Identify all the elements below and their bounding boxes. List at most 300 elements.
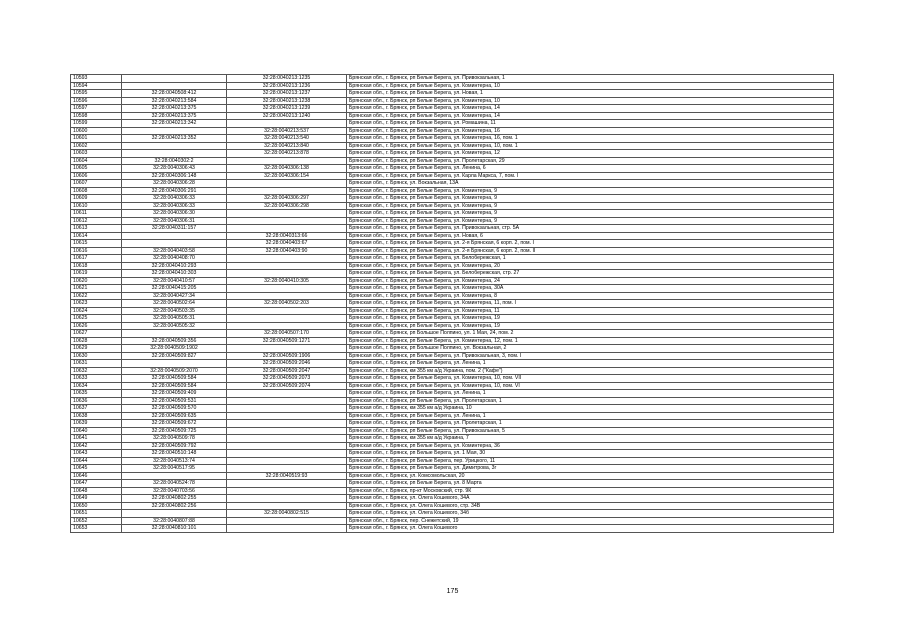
table-row — [71, 270, 834, 278]
building-cadastral-cell — [227, 517, 347, 525]
building-cadastral-cell: 32:28:0040213:1239 — [227, 105, 347, 113]
building-cadastral-cell: 32:28:0040213:537 — [227, 127, 347, 135]
table-row — [71, 502, 834, 510]
table-row — [71, 457, 834, 465]
building-cadastral-cell: 32:28:0040213:1238 — [227, 97, 347, 105]
row-number-cell: 10651 — [71, 510, 122, 518]
address-cell: Брянская обл., г. Брянск, рп Белые Берега, пер. Урицкого, 11 — [347, 457, 834, 465]
page-number: 175 — [446, 588, 459, 595]
row-number-cell: 10607 — [71, 180, 122, 188]
table-row — [71, 217, 834, 225]
parcel-cadastral-cell: 32:28:0040509:531 — [122, 397, 227, 405]
parcel-cadastral-cell: 32:28:0040509:584 — [122, 375, 227, 383]
row-number-cell: 10617 — [71, 255, 122, 263]
address-cell: Брянская обл., г. Брянск, рп Белые Берега, ул. Ленина, 1 — [347, 412, 834, 420]
parcel-cadastral-cell: 32:28:0040306:148 — [122, 172, 227, 180]
parcel-cadastral-cell: 32:28:0040427:34 — [122, 292, 227, 300]
row-number-cell: 10619 — [71, 270, 122, 278]
building-cadastral-cell: 32:28:0040502:203 — [227, 300, 347, 308]
building-cadastral-cell — [227, 397, 347, 405]
building-cadastral-cell: 32:28:0040306:138 — [227, 165, 347, 173]
address-cell: Брянская обл., г. Брянск, км 355 км а/д Украина, пом. 2 ("Кафе") — [347, 367, 834, 375]
address-cell: Брянская обл., г. Брянск, рп Белые Берега, ул. Пролетарская, 1 — [347, 397, 834, 405]
parcel-cadastral-cell: 32:28:0040213:584 — [122, 97, 227, 105]
table-row — [71, 247, 834, 255]
row-number-cell: 10650 — [71, 502, 122, 510]
address-cell: Брянская обл., г. Брянск, рп Белые Берега, ул. Коминтерна, 11 — [347, 307, 834, 315]
address-cell: Брянская обл., г. Брянск, рп Белые Берега, ул. 1 Мая, 30 — [347, 450, 834, 458]
address-cell: Брянская обл., г. Брянск, ул. Олега Кошевого, стр. 34В — [347, 502, 834, 510]
table-row — [71, 495, 834, 503]
building-cadastral-cell — [227, 412, 347, 420]
building-cadastral-cell — [227, 292, 347, 300]
parcel-cadastral-cell: 32:28:0040311:157 — [122, 225, 227, 233]
row-number-cell: 10608 — [71, 187, 122, 195]
row-number-cell: 10604 — [71, 157, 122, 165]
row-number-cell: 10625 — [71, 315, 122, 323]
address-cell: Брянская обл., г. Брянск, ул. Олега Кошевого — [347, 525, 834, 533]
parcel-cadastral-cell: 32:28:0040306:33 — [122, 202, 227, 210]
address-cell: Брянская обл., г. Брянск, рп Белые Берега, ул. Коминтерна, 19 — [347, 322, 834, 330]
table-row — [71, 157, 834, 165]
building-cadastral-cell: 32:28:0040213:1240 — [227, 112, 347, 120]
address-cell: Брянская обл., г. Брянск, рп Белые Берега, ул. Белобережская, 1 — [347, 255, 834, 263]
row-number-cell: 10610 — [71, 202, 122, 210]
table-row — [71, 390, 834, 398]
building-cadastral-cell — [227, 465, 347, 473]
address-cell: Брянская обл., г. Брянск, рп Белые Берега, ул. Коминтерна, 10, пом. VI — [347, 382, 834, 390]
parcel-cadastral-cell: 32:28:0040410:293 — [122, 262, 227, 270]
address-cell: Брянская обл., г. Брянск, рп Белые Берега, ул. Коминтерна, 12 — [347, 150, 834, 158]
table-row — [71, 322, 834, 330]
address-cell: Брянская обл., г. Брянск, рп Белые Берега, ул. Коминтерна, 24 — [347, 277, 834, 285]
parcel-cadastral-cell: 32:28:0040509:409 — [122, 390, 227, 398]
table-row — [71, 517, 834, 525]
row-number-cell: 10624 — [71, 307, 122, 315]
table-row — [71, 195, 834, 203]
address-cell: Брянская обл., г. Брянск, рп Белые Берега, ул. Ленина, 1 — [347, 360, 834, 368]
row-number-cell: 10638 — [71, 412, 122, 420]
address-cell: Брянская обл., г. Брянск, рп Белые Берега, ул. Коминтерна, 36 — [347, 442, 834, 450]
table-row — [71, 315, 834, 323]
table-row — [71, 165, 834, 173]
row-number-cell: 10598 — [71, 112, 122, 120]
row-number-cell: 10597 — [71, 105, 122, 113]
address-cell: Брянская обл., г. Брянск, рп Белые Берега, ул. Коминтерна, 10, пом. VII — [347, 375, 834, 383]
row-number-cell: 10621 — [71, 285, 122, 293]
address-cell: Брянская обл., г. Брянск, рп Белые Берега, ул. Коминтерна, 9 — [347, 217, 834, 225]
parcel-cadastral-cell — [122, 472, 227, 480]
address-cell: Брянская обл., г. Брянск, рп Белые Берега, ул. Коминтерна, 11, пом. I — [347, 300, 834, 308]
row-number-cell: 10637 — [71, 405, 122, 413]
parcel-cadastral-cell: 32:28:0040509:356 — [122, 337, 227, 345]
parcel-cadastral-cell: 32:28:0040306:43 — [122, 165, 227, 173]
table-row — [71, 300, 834, 308]
building-cadastral-cell — [227, 502, 347, 510]
parcel-cadastral-cell: 32:28:0040509:792 — [122, 442, 227, 450]
address-cell: Брянская обл., г. Брянск, рп Белые Берега, ул. Пролетарская, 1 — [347, 420, 834, 428]
parcel-cadastral-cell — [122, 127, 227, 135]
building-cadastral-cell — [227, 270, 347, 278]
row-number-cell: 10611 — [71, 210, 122, 218]
row-number-cell: 10642 — [71, 442, 122, 450]
table-row — [71, 427, 834, 435]
parcel-cadastral-cell — [122, 360, 227, 368]
parcel-cadastral-cell: 32:28:0040517:95 — [122, 465, 227, 473]
parcel-cadastral-cell — [122, 240, 227, 248]
parcel-cadastral-cell: 32:28:0040306:33 — [122, 195, 227, 203]
table-row — [71, 397, 834, 405]
parcel-cadastral-cell: 32:28:0040306:31 — [122, 217, 227, 225]
row-number-cell: 10636 — [71, 397, 122, 405]
parcel-cadastral-cell — [122, 82, 227, 90]
parcel-cadastral-cell: 32:28:0040510:148 — [122, 450, 227, 458]
table-body — [71, 75, 834, 533]
address-cell: Брянская обл., г. Брянск, км 355 км а/д Украина, 7 — [347, 435, 834, 443]
row-number-cell: 10652 — [71, 517, 122, 525]
parcel-cadastral-cell — [122, 142, 227, 150]
row-number-cell: 10623 — [71, 300, 122, 308]
row-number-cell: 10644 — [71, 457, 122, 465]
building-cadastral-cell — [227, 495, 347, 503]
table-row — [71, 75, 834, 83]
building-cadastral-cell — [227, 285, 347, 293]
building-cadastral-cell — [227, 480, 347, 488]
building-cadastral-cell: 32:28:0040213:540 — [227, 135, 347, 143]
table-row — [71, 382, 834, 390]
row-number-cell: 10620 — [71, 277, 122, 285]
table-row — [71, 337, 834, 345]
parcel-cadastral-cell: 32:28:0040802:256 — [122, 502, 227, 510]
address-cell: Брянская обл., г. Брянск, рп Белые Берега, ул. Коминтерна, 14 — [347, 105, 834, 113]
building-cadastral-cell: 32:28:0040306:297 — [227, 195, 347, 203]
address-cell: Брянская обл., г. Брянск, ул. Олега Кошевого, 34А — [347, 495, 834, 503]
building-cadastral-cell: 32:28:0040509:1906 — [227, 352, 347, 360]
table-row — [71, 525, 834, 533]
row-number-cell: 10594 — [71, 82, 122, 90]
row-number-cell: 10602 — [71, 142, 122, 150]
building-cadastral-cell: 32:28:0040509:2047 — [227, 367, 347, 375]
row-number-cell: 10613 — [71, 225, 122, 233]
table-row — [71, 442, 834, 450]
building-cadastral-cell: 32:28:0040306:154 — [227, 172, 347, 180]
table-row — [71, 405, 834, 413]
building-cadastral-cell: 32:28:0040403:67 — [227, 240, 347, 248]
table-row — [71, 307, 834, 315]
table-row — [71, 345, 834, 353]
parcel-cadastral-cell: 32:28:0040213:342 — [122, 120, 227, 128]
building-cadastral-cell — [227, 255, 347, 263]
row-number-cell: 10628 — [71, 337, 122, 345]
address-cell: Брянская обл., г. Брянск, рп Белые Берега, ул. Ленина, 1 — [347, 390, 834, 398]
row-number-cell: 10639 — [71, 420, 122, 428]
table-row — [71, 172, 834, 180]
address-cell: Брянская обл., г. Брянск, рп Белые Берега, ул. Новая, 6 — [347, 232, 834, 240]
address-cell: Брянская обл., г. Брянск, ул. Олега Кошевого, 34б — [347, 510, 834, 518]
building-cadastral-cell — [227, 180, 347, 188]
table-row — [71, 112, 834, 120]
parcel-cadastral-cell — [122, 232, 227, 240]
parcel-cadastral-cell: 32:28:0040503:35 — [122, 307, 227, 315]
row-number-cell: 10601 — [71, 135, 122, 143]
row-number-cell: 10609 — [71, 195, 122, 203]
parcel-cadastral-cell: 32:28:0040509:672 — [122, 420, 227, 428]
building-cadastral-cell — [227, 322, 347, 330]
row-number-cell: 10595 — [71, 90, 122, 98]
parcel-cadastral-cell: 32:28:0040403:58 — [122, 247, 227, 255]
parcel-cadastral-cell: 32:28:0040410:303 — [122, 270, 227, 278]
building-cadastral-cell — [227, 262, 347, 270]
parcel-cadastral-cell: 32:28:0040509:2070 — [122, 367, 227, 375]
table-row — [71, 255, 834, 263]
address-cell: Брянская обл., г. Брянск, рп Белые Берега, ул. Привокзальная, 1 — [347, 75, 834, 83]
row-number-cell: 10600 — [71, 127, 122, 135]
address-cell: Брянская обл., г. Брянск, рп Белые Берега, ул. Коминтерна, 10 — [347, 97, 834, 105]
address-cell: Брянская обл., г. Брянск, рп Белые Берега, ул. Коминтерна, 16 — [347, 127, 834, 135]
address-cell: Брянская обл., г. Брянск, рп Белые Берега, ул. Привокзальная, 3, пом. I — [347, 352, 834, 360]
building-cadastral-cell: 32:28:0040306:298 — [227, 202, 347, 210]
parcel-cadastral-cell: 32:28:0040502:64 — [122, 300, 227, 308]
table-row — [71, 367, 834, 375]
address-cell: Брянская обл., г. Брянск, рп Белые Берега, ул. Ромашина, 11 — [347, 120, 834, 128]
address-cell: Брянская обл., г. Брянск, рп Белые Берега, ул. Димитрова, 3г — [347, 465, 834, 473]
row-number-cell: 10632 — [71, 367, 122, 375]
parcel-cadastral-cell: 32:28:0040802:255 — [122, 495, 227, 503]
table-row — [71, 105, 834, 113]
address-cell: Брянская обл., г. Брянск, рп Белые Берега, ул. 2-я Брянская, 6 корп. 2, пом. II — [347, 247, 834, 255]
table-row — [71, 412, 834, 420]
address-cell: Брянская обл., г. Брянск, рп Белые Берега, ул. Новая, 1 — [347, 90, 834, 98]
building-cadastral-cell — [227, 120, 347, 128]
row-number-cell: 10629 — [71, 345, 122, 353]
table-row — [71, 472, 834, 480]
table-row — [71, 142, 834, 150]
row-number-cell: 10648 — [71, 487, 122, 495]
table-row — [71, 510, 834, 518]
parcel-cadastral-cell: 32:28:0040505:31 — [122, 315, 227, 323]
table-row — [71, 127, 834, 135]
row-number-cell: 10641 — [71, 435, 122, 443]
address-cell: Брянская обл., г. Брянск, рп Белые Берега, ул. Коминтерна, 9 — [347, 210, 834, 218]
building-cadastral-cell — [227, 315, 347, 323]
parcel-cadastral-cell: 32:28:0040509:725 — [122, 427, 227, 435]
row-number-cell: 10616 — [71, 247, 122, 255]
row-number-cell: 10653 — [71, 525, 122, 533]
row-number-cell: 10622 — [71, 292, 122, 300]
parcel-cadastral-cell: 32:28:0040505:32 — [122, 322, 227, 330]
table-row — [71, 420, 834, 428]
table-row — [71, 135, 834, 143]
building-cadastral-cell — [227, 307, 347, 315]
table-row — [71, 90, 834, 98]
parcel-cadastral-cell: 32:28:0040415:205 — [122, 285, 227, 293]
row-number-cell: 10649 — [71, 495, 122, 503]
building-cadastral-cell: 32:28:0040213:1237 — [227, 90, 347, 98]
row-number-cell: 10635 — [71, 390, 122, 398]
address-cell: Брянская обл., г. Брянск, рп Большое Полпино, ул. 1 Мая, 24, пом. 2 — [347, 330, 834, 338]
building-cadastral-cell — [227, 442, 347, 450]
row-number-cell: 10605 — [71, 165, 122, 173]
table-row — [71, 187, 834, 195]
table-row — [71, 450, 834, 458]
address-cell: Брянская обл., г. Брянск, рп Белые Берега, ул. Коминтерна, 9 — [347, 202, 834, 210]
address-cell: Брянская обл., г. Брянск, рп Белые Берега, ул. Привокзальная, стр. 5А — [347, 225, 834, 233]
address-cell: Брянская обл., г. Брянск, рп Белые Берега, ул. Коминтерна, 19 — [347, 315, 834, 323]
address-cell: Брянская обл., г. Брянск, ул. Комсомольская, 20 — [347, 472, 834, 480]
address-cell: Брянская обл., г. Брянск, рп Белые Берега, ул. Карла Маркса, 7, пом. I — [347, 172, 834, 180]
row-number-cell: 10606 — [71, 172, 122, 180]
row-number-cell: 10627 — [71, 330, 122, 338]
parcel-cadastral-cell — [122, 330, 227, 338]
parcel-cadastral-cell: 32:28:0040302:2 — [122, 157, 227, 165]
row-number-cell: 10614 — [71, 232, 122, 240]
address-cell: Брянская обл., г. Брянск, рп Белые Берега, ул. Белобережская, стр. 27 — [347, 270, 834, 278]
building-cadastral-cell: 32:28:0040213:1236 — [227, 82, 347, 90]
row-number-cell: 10626 — [71, 322, 122, 330]
row-number-cell: 10645 — [71, 465, 122, 473]
building-cadastral-cell: 32:28:0040313:66 — [227, 232, 347, 240]
table-row — [71, 225, 834, 233]
table-row — [71, 240, 834, 248]
table-row — [71, 285, 834, 293]
address-cell: Брянская обл., г. Брянск, рп Белые Берега, ул. Коминтерна, 30А — [347, 285, 834, 293]
parcel-cadastral-cell — [122, 75, 227, 83]
address-cell: Брянская обл., г. Брянск, рп Белые Берега, ул. Коминтерна, 16, пом. 1 — [347, 135, 834, 143]
building-cadastral-cell — [227, 157, 347, 165]
table-row — [71, 435, 834, 443]
parcel-cadastral-cell: 32:28:0040410:57 — [122, 277, 227, 285]
address-cell: Брянская обл., г. Брянск, рп Белые Берега, ул. Коминтерна, 10, пом. 1 — [347, 142, 834, 150]
row-number-cell: 10599 — [71, 120, 122, 128]
table-row — [71, 97, 834, 105]
table-row — [71, 330, 834, 338]
address-cell: Брянская обл., г. Брянск, пер. Снежетский, 19 — [347, 517, 834, 525]
address-cell: Брянская обл., г. Брянск, рп Белые Берега, ул. Привокзальная, 5 — [347, 427, 834, 435]
row-number-cell: 10647 — [71, 480, 122, 488]
building-cadastral-cell: 32:28:0040410:305 — [227, 277, 347, 285]
table-row — [71, 150, 834, 158]
row-number-cell: 10634 — [71, 382, 122, 390]
table-row — [71, 480, 834, 488]
row-number-cell: 10646 — [71, 472, 122, 480]
parcel-cadastral-cell: 32:28:0040213:352 — [122, 135, 227, 143]
building-cadastral-cell: 32:28:0040213:1235 — [227, 75, 347, 83]
parcel-cadastral-cell: 32:28:0040513:74 — [122, 457, 227, 465]
address-cell: Брянская обл., г. Брянск, рп Белые Берега, ул. 8 Марта — [347, 480, 834, 488]
building-cadastral-cell: 32:28:0040213:878 — [227, 150, 347, 158]
row-number-cell: 10612 — [71, 217, 122, 225]
address-cell: Брянская обл., г. Брянск, рп Большое Полпино, ул. Вокзальная, 2 — [347, 345, 834, 353]
address-cell: Брянская обл., г. Брянск, км 355 км а/д Украина, 10 — [347, 405, 834, 413]
row-number-cell: 10633 — [71, 375, 122, 383]
row-number-cell: 10615 — [71, 240, 122, 248]
parcel-cadastral-cell: 32:28:0040213:375 — [122, 105, 227, 113]
address-cell: Брянская обл., г. Брянск, ул. Вокзальная, 13А — [347, 180, 834, 188]
building-cadastral-cell — [227, 420, 347, 428]
building-cadastral-cell: 32:28:0040519:93 — [227, 472, 347, 480]
table-row — [71, 292, 834, 300]
building-cadastral-cell — [227, 427, 347, 435]
parcel-cadastral-cell: 32:28:0040807:88 — [122, 517, 227, 525]
building-cadastral-cell: 32:28:0040507:170 — [227, 330, 347, 338]
address-cell: Брянская обл., г. Брянск, рп Белые Берега, ул. Коминтерна, 10 — [347, 82, 834, 90]
building-cadastral-cell — [227, 435, 347, 443]
parcel-cadastral-cell: 32:28:0040509:584 — [122, 382, 227, 390]
table-row — [71, 120, 834, 128]
building-cadastral-cell: 32:28:0040213:840 — [227, 142, 347, 150]
parcel-cadastral-cell: 32:28:0040810:101 — [122, 525, 227, 533]
parcel-cadastral-cell: 32:28:0040508:412 — [122, 90, 227, 98]
building-cadastral-cell: 32:28:0040509:1271 — [227, 337, 347, 345]
building-cadastral-cell — [227, 187, 347, 195]
address-cell: Брянская обл., г. Брянск, рп Белые Берега, ул. Коминтерна, 9 — [347, 187, 834, 195]
parcel-cadastral-cell: 32:28:0040408:70 — [122, 255, 227, 263]
building-cadastral-cell — [227, 457, 347, 465]
table-row — [71, 202, 834, 210]
building-cadastral-cell: 32:28:0040403:90 — [227, 247, 347, 255]
building-cadastral-cell — [227, 210, 347, 218]
parcel-cadastral-cell: 32:28:0040306:291 — [122, 187, 227, 195]
address-cell: Брянская обл., г. Брянск, рп Белые Берега, ул. Коминтерна, 20 — [347, 262, 834, 270]
address-cell: Брянская обл., г. Брянск, рп Белые Берега, ул. Ленина, 6 — [347, 165, 834, 173]
table-row — [71, 465, 834, 473]
table-row — [71, 375, 834, 383]
building-cadastral-cell: 32:28:0040509:2046 — [227, 360, 347, 368]
parcel-cadastral-cell: 32:28:0040509:570 — [122, 405, 227, 413]
table-row — [71, 487, 834, 495]
parcel-cadastral-cell: 32:28:0040703:56 — [122, 487, 227, 495]
table-row — [71, 82, 834, 90]
table-row — [71, 352, 834, 360]
building-cadastral-cell — [227, 225, 347, 233]
address-cell: Брянская обл., г. Брянск, рп Белые Берега, ул. Коминтерна, 14 — [347, 112, 834, 120]
building-cadastral-cell — [227, 345, 347, 353]
parcel-cadastral-cell: 32:28:0040524:78 — [122, 480, 227, 488]
building-cadastral-cell — [227, 390, 347, 398]
parcel-cadastral-cell: 32:28:0040509:1902 — [122, 345, 227, 353]
parcel-cadastral-cell: 32:28:0040509:635 — [122, 412, 227, 420]
table-row — [71, 360, 834, 368]
address-cell: Брянская обл., г. Брянск, рп Белые Берега, ул. Коминтерна, 9 — [347, 195, 834, 203]
row-number-cell: 10640 — [71, 427, 122, 435]
row-number-cell: 10593 — [71, 75, 122, 83]
parcel-cadastral-cell: 32:28:0040509:78 — [122, 435, 227, 443]
table-row — [71, 262, 834, 270]
row-number-cell: 10618 — [71, 262, 122, 270]
address-cell: Брянская обл., г. Брянск, рп Белые Берега, ул. Пролетарская, 29 — [347, 157, 834, 165]
parcel-cadastral-cell — [122, 150, 227, 158]
row-number-cell: 10631 — [71, 360, 122, 368]
row-number-cell: 10630 — [71, 352, 122, 360]
table-row — [71, 180, 834, 188]
building-cadastral-cell — [227, 525, 347, 533]
building-cadastral-cell: 32:28:0040802:515 — [227, 510, 347, 518]
table-row — [71, 232, 834, 240]
address-cell: Брянская обл., г. Брянск, рп Белые Берега, ул. Коминтерна, 12, пом. 1 — [347, 337, 834, 345]
address-cell: Брянская обл., г. Брянск, рп Белые Берега, ул. 2-я Брянская, 6 корп. 2, пом. I — [347, 240, 834, 248]
parcel-cadastral-cell: 32:28:0040509:827 — [122, 352, 227, 360]
building-cadastral-cell: 32:28:0040509:2074 — [227, 382, 347, 390]
property-register-table — [70, 74, 834, 533]
parcel-cadastral-cell: 32:28:0040306:30 — [122, 210, 227, 218]
parcel-cadastral-cell — [122, 510, 227, 518]
building-cadastral-cell — [227, 487, 347, 495]
table-row — [71, 277, 834, 285]
row-number-cell: 10603 — [71, 150, 122, 158]
address-cell: Брянская обл., г. Брянск, рп Белые Берега, ул. Коминтерна, 8 — [347, 292, 834, 300]
building-cadastral-cell — [227, 217, 347, 225]
parcel-cadastral-cell: 32:28:0040213:375 — [122, 112, 227, 120]
